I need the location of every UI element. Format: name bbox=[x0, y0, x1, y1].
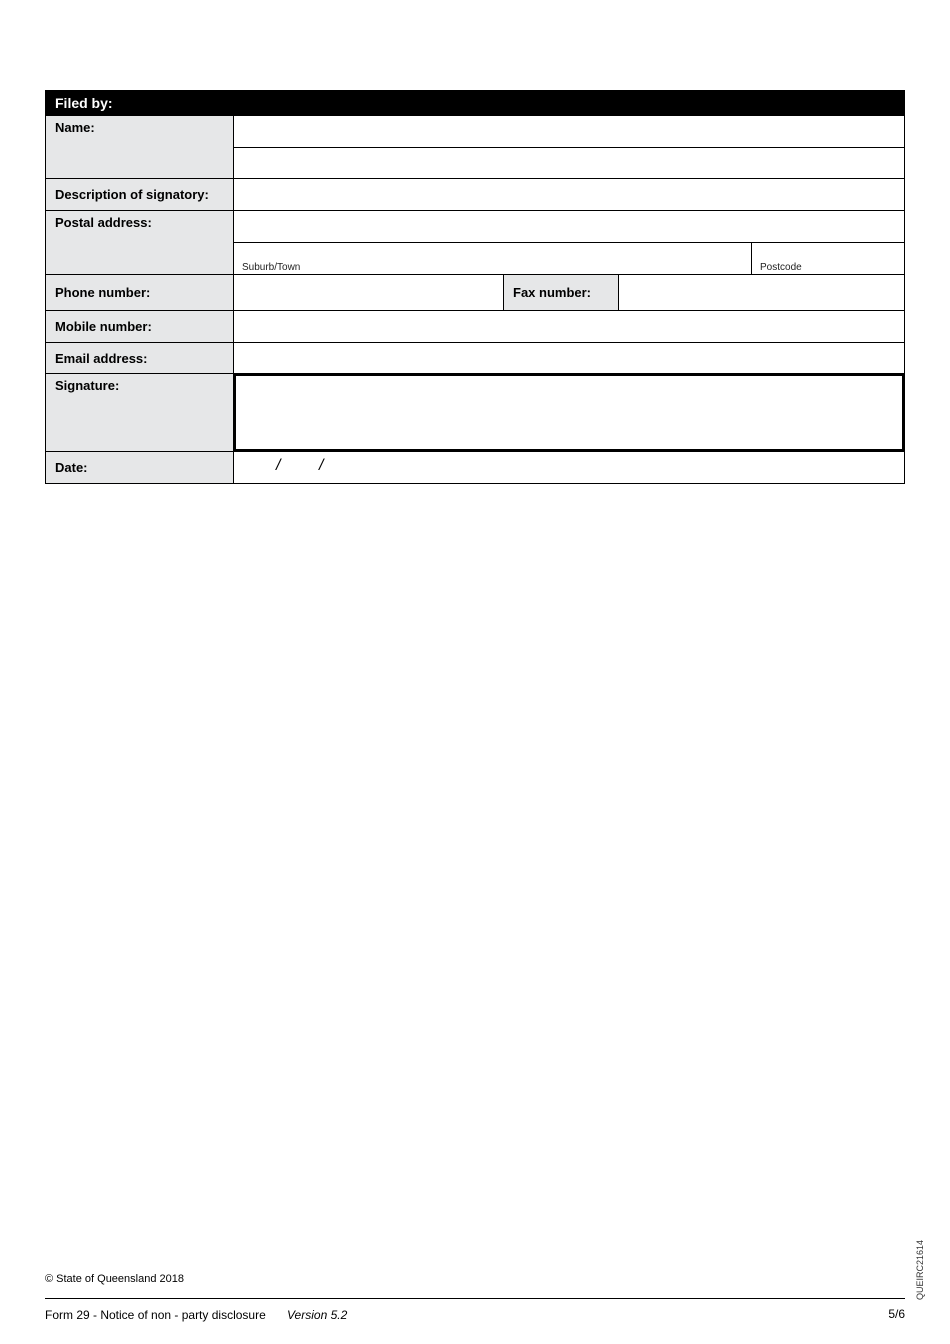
mobile-row bbox=[45, 311, 905, 343]
mobile-label: Mobile number: bbox=[46, 311, 234, 342]
postal-address-field[interactable] bbox=[234, 211, 904, 242]
mobile-field[interactable] bbox=[234, 311, 904, 342]
postal-row bbox=[45, 211, 905, 275]
page-number: 5/6 bbox=[888, 1307, 905, 1321]
name-label: Name: bbox=[46, 116, 234, 178]
phone-row bbox=[45, 275, 905, 311]
phone-label: Phone number: bbox=[46, 275, 234, 310]
signature-label: Signature: bbox=[46, 374, 234, 451]
footer-divider bbox=[45, 1298, 905, 1299]
form-title: Form 29 - Notice of non - party disclosure bbox=[45, 1308, 266, 1322]
filed-by-form bbox=[45, 90, 905, 484]
suburb-field[interactable] bbox=[234, 243, 752, 274]
name-row bbox=[45, 116, 905, 179]
description-label: Description of signatory: bbox=[46, 179, 234, 210]
date-separator-1: / bbox=[276, 457, 281, 474]
email-field[interactable] bbox=[234, 343, 904, 373]
form-code: QUEIRC21614 bbox=[915, 1239, 925, 1300]
postcode-label: Postcode bbox=[760, 262, 802, 273]
fax-field[interactable] bbox=[619, 275, 904, 310]
phone-field[interactable] bbox=[234, 275, 504, 310]
suburb-label: Suburb/Town bbox=[242, 262, 301, 273]
postal-address-line-2 bbox=[234, 242, 904, 274]
date-field[interactable] bbox=[234, 452, 904, 483]
description-row bbox=[45, 179, 905, 211]
date-separator-2: / bbox=[319, 457, 324, 474]
date-row bbox=[45, 452, 905, 484]
signature-row bbox=[45, 374, 905, 452]
email-label: Email address: bbox=[46, 343, 234, 373]
copyright-text: © State of Queensland 2018 bbox=[45, 1273, 184, 1285]
date-label: Date: bbox=[46, 452, 234, 483]
email-row bbox=[45, 343, 905, 374]
description-field[interactable] bbox=[234, 179, 904, 210]
name-field-line-1[interactable] bbox=[234, 116, 904, 147]
fax-label: Fax number: bbox=[504, 275, 619, 310]
signature-box[interactable] bbox=[233, 373, 905, 452]
name-field-line-2[interactable] bbox=[234, 147, 904, 179]
form-version: Version 5.2 bbox=[287, 1308, 348, 1322]
postcode-field[interactable] bbox=[752, 243, 904, 274]
postal-label: Postal address: bbox=[46, 211, 234, 274]
section-title: Filed by: bbox=[45, 90, 905, 116]
